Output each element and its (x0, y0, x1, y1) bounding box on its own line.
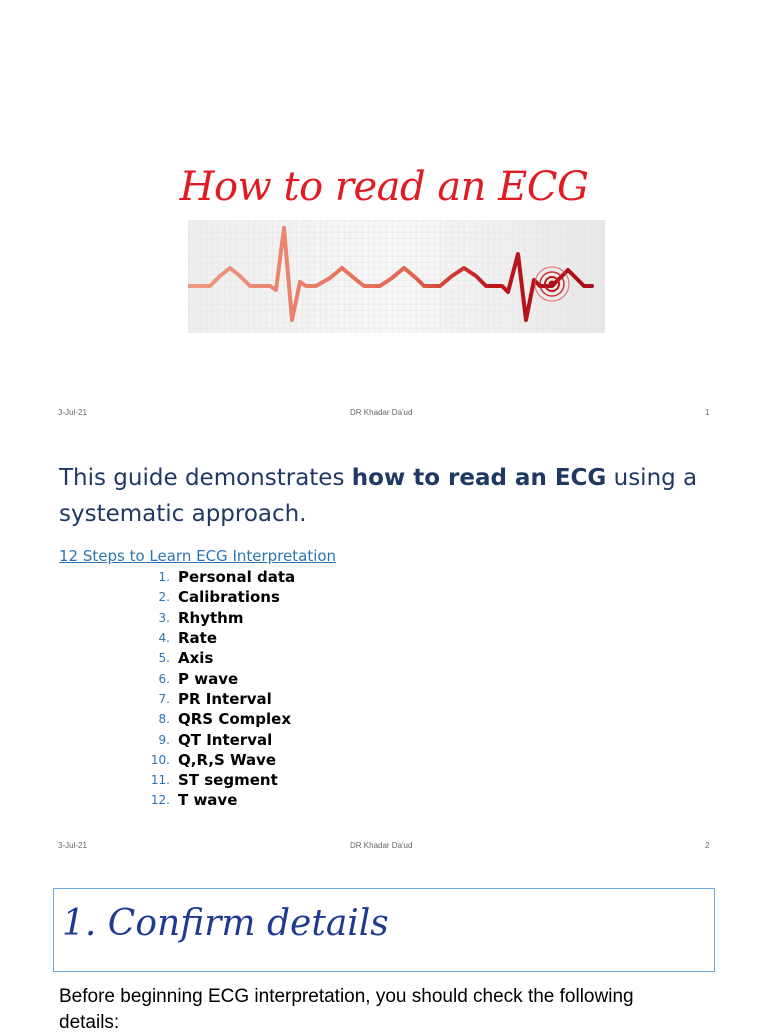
step-label: Axis (178, 649, 214, 668)
steps-list (138, 567, 295, 811)
list-item (138, 567, 295, 587)
footer-author: DR Khadar Da'ud (350, 841, 413, 850)
list-item (138, 608, 295, 628)
intro-bold-phrase: how to read an ECG (351, 465, 607, 491)
list-item (138, 587, 295, 607)
step-label: PR Interval (178, 689, 272, 708)
list-item (138, 750, 295, 770)
footer-date: 3-Jul-21 (58, 841, 87, 850)
list-item (138, 628, 295, 648)
step-label: Personal data (178, 568, 296, 587)
step-number: 8. (158, 712, 170, 727)
ecg-waveform-icon (188, 220, 605, 333)
step-label: P wave (178, 669, 239, 688)
body-paragraph: Before beginning ECG interpretation, you should check the following details: (59, 986, 634, 1033)
step-number: 11. (150, 773, 170, 788)
ecg-heartbeat-banner (188, 220, 605, 333)
step-number: 12. (150, 793, 170, 808)
step-label: QT Interval (178, 730, 273, 749)
step-label: QRS Complex (178, 710, 291, 729)
step-label: T wave (178, 791, 238, 810)
list-item (138, 668, 295, 688)
list-item (138, 648, 295, 668)
footer-author: DR Khadar Da'ud (350, 408, 413, 417)
section-title: 1. Confirm details (62, 903, 389, 944)
step-number: 10. (150, 752, 170, 767)
step-number: 6. (158, 671, 170, 686)
step-number: 2. (158, 590, 170, 605)
step-label: ST segment (178, 771, 278, 790)
slide-title: How to read an ECG (179, 164, 589, 210)
list-item (138, 770, 295, 790)
step-label: Q,R,S Wave (178, 750, 277, 769)
step-number: 9. (158, 732, 170, 747)
list-item (138, 790, 295, 810)
step-number: 7. (158, 691, 170, 706)
list-item (138, 689, 295, 709)
footer-date: 3-Jul-21 (58, 408, 87, 417)
step-label: Calibrations (178, 588, 280, 607)
step-number: 4. (158, 631, 170, 646)
list-item (138, 709, 295, 729)
section-heading-box (53, 888, 715, 972)
steps-link[interactable]: 12 Steps to Learn ECG Interpretation (59, 547, 337, 565)
step-label: Rate (178, 629, 218, 648)
footer-page-number: 2 (705, 841, 710, 850)
list-item (138, 729, 295, 749)
step-number: 1. (158, 570, 170, 585)
step-number: 3. (158, 610, 170, 625)
footer-page-number: 1 (705, 408, 710, 417)
intro-paragraph: This guide demonstrates how to read an ECG using a systematic approach. (59, 465, 698, 527)
step-number: 5. (158, 651, 170, 666)
step-label: Rhythm (178, 608, 244, 627)
